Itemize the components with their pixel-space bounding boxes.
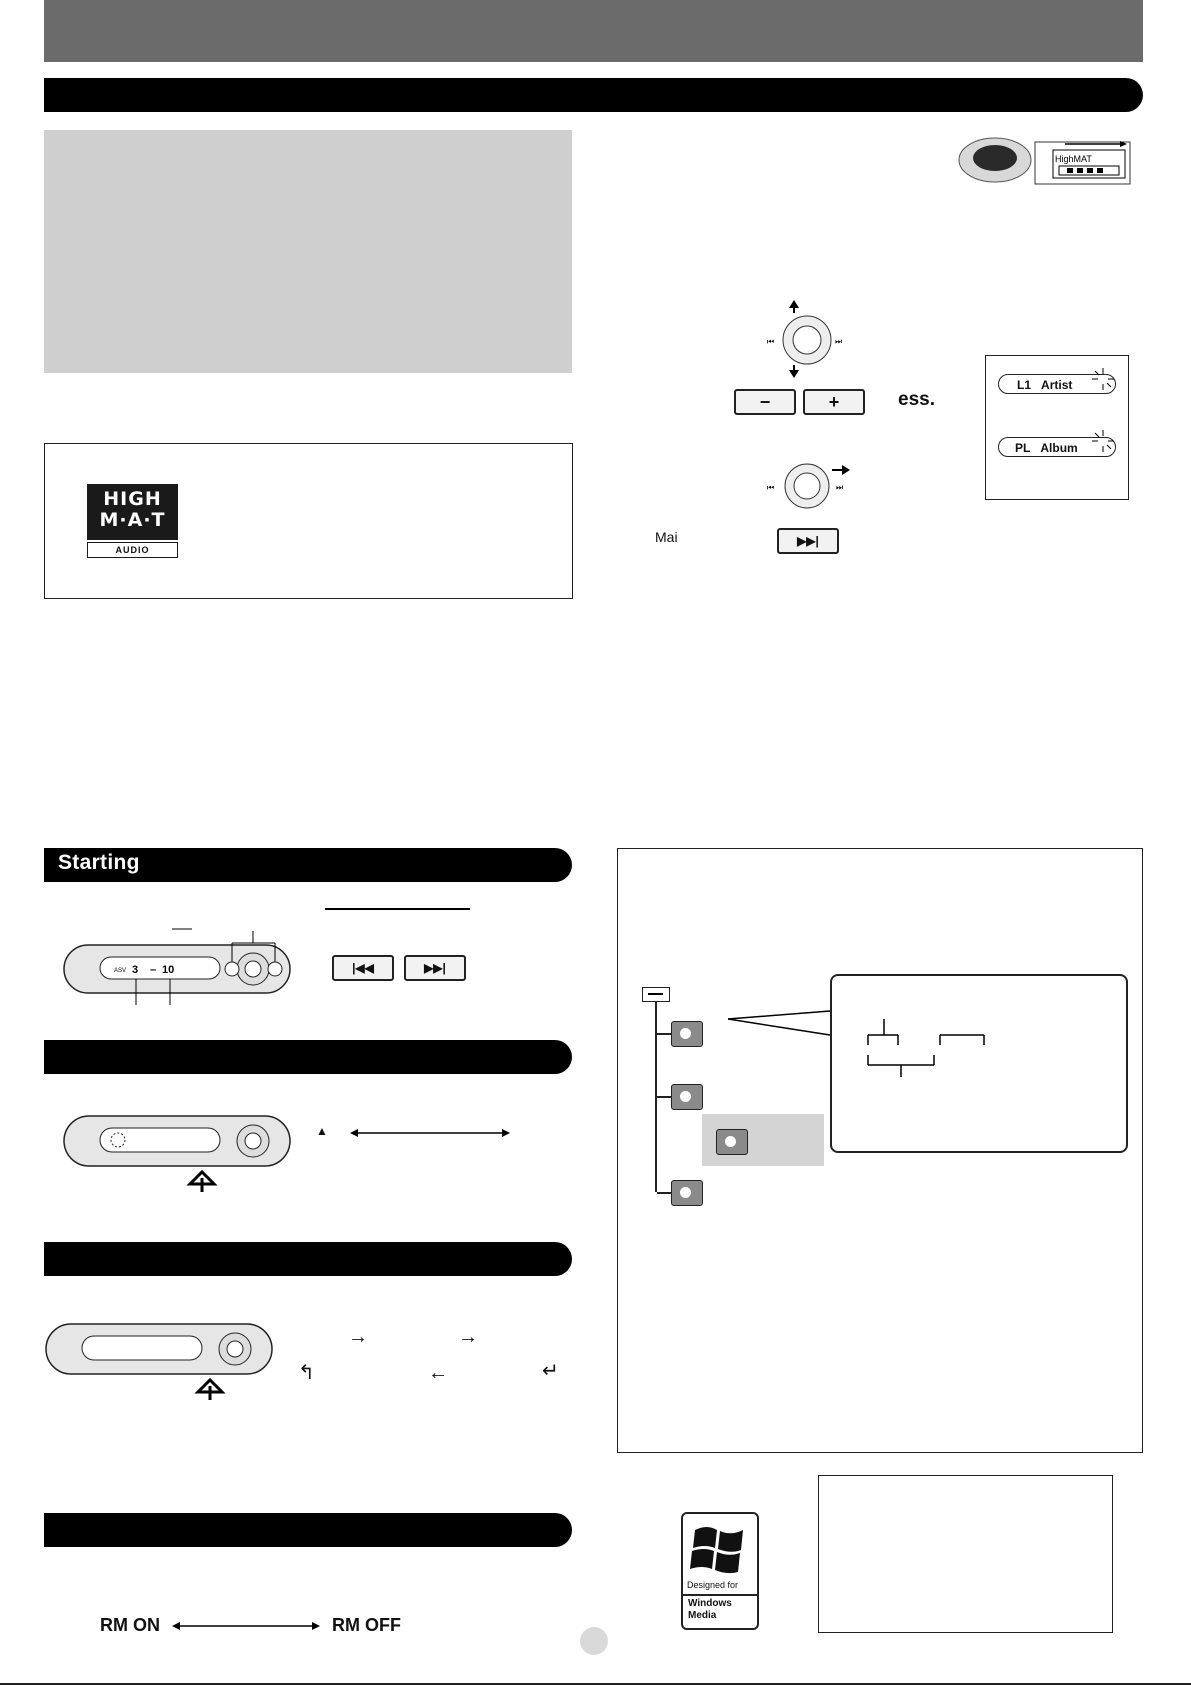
skip-back-button[interactable]: |◀◀ — [332, 955, 394, 981]
windows-label: Windows — [688, 1598, 732, 1609]
display-dash: – — [150, 964, 157, 976]
callout-pointer — [728, 1009, 834, 1049]
joystick-updown-icon — [762, 300, 852, 378]
player-illustration-mode — [44, 1318, 274, 1408]
section-bar — [44, 1040, 572, 1074]
highmat-box — [44, 443, 573, 599]
remote-off-label: RM OFF — [332, 1615, 401, 1635]
folder-icon — [671, 1084, 703, 1110]
press-fragment: ess. — [898, 389, 935, 410]
underline-rule — [325, 908, 470, 910]
skip-forward-button[interactable]: ▶▶| — [777, 528, 839, 554]
player-illustration-display — [62, 925, 292, 1005]
main-fragment: Mai — [655, 529, 678, 545]
info-panel — [44, 130, 572, 373]
display-line2-code: PL — [1015, 441, 1031, 455]
section-starting-title: Starting — [58, 851, 140, 874]
svg-text:⏮: ⏮ — [767, 337, 775, 346]
plus-button[interactable]: + — [803, 389, 865, 415]
display-example-box — [985, 355, 1129, 500]
blink-icon — [1090, 366, 1116, 392]
double-arrow-icon — [350, 1126, 510, 1140]
windows-media-logo — [681, 1512, 759, 1630]
svg-text:⏮: ⏮ — [767, 483, 775, 492]
display-indicator: ASV — [114, 968, 127, 974]
page-header-band — [44, 0, 1143, 62]
arrow-corner-icon: ↵ — [542, 1360, 559, 1382]
section-bar — [44, 1513, 572, 1547]
tree-line — [657, 1096, 671, 1098]
highmat-logo-line2: M·A·T — [99, 509, 166, 531]
section-starting — [44, 848, 572, 882]
section-bar — [44, 1242, 572, 1276]
eject-icon: ▲ — [316, 1124, 328, 1138]
highmat-logo-line1: HIGH — [103, 488, 162, 510]
display-line2-text: Album — [1040, 441, 1078, 455]
player-illustration-open — [62, 1108, 292, 1198]
highmat-window-label: HighMAT — [1055, 154, 1092, 164]
display-line1-text: Artist — [1041, 378, 1073, 392]
remote-on-label: RM ON — [100, 1615, 160, 1635]
title-bar — [44, 78, 1143, 112]
blink-icon — [1090, 428, 1116, 454]
media-label: Media — [688, 1610, 717, 1621]
page-number-badge — [580, 1627, 608, 1655]
windows-flag-icon — [689, 1520, 749, 1576]
disc-illustration — [955, 132, 1135, 188]
svg-text:⏭: ⏭ — [835, 337, 843, 346]
highmat-logo-audio: AUDIO — [87, 542, 178, 558]
folder-icon — [716, 1129, 748, 1155]
root-icon — [642, 987, 670, 1002]
arrow-return-icon: ↰ — [298, 1362, 315, 1384]
display-time: 10 — [162, 964, 175, 976]
folder-structure-box — [617, 848, 1143, 1453]
callout-diagram — [848, 1019, 988, 1079]
folder-icon — [671, 1021, 703, 1047]
arrow-right-icon: → — [348, 1326, 368, 1348]
arrow-right-icon: → — [458, 1326, 478, 1348]
minus-button[interactable]: − — [734, 389, 796, 415]
highmat-logo — [87, 484, 178, 540]
note-box — [818, 1475, 1113, 1633]
tree-line — [657, 1033, 671, 1035]
arrow-left-icon: ← — [428, 1362, 448, 1384]
display-line1-code: L1 — [1017, 378, 1032, 392]
designed-for-label: Designed for — [687, 1580, 739, 1590]
joystick-right-icon — [762, 456, 852, 516]
svg-text:⏭: ⏭ — [836, 483, 844, 492]
tree-line — [657, 1192, 671, 1194]
skip-forward-button[interactable]: ▶▶| — [404, 955, 466, 981]
display-track: 3 — [132, 964, 139, 976]
folder-icon — [671, 1180, 703, 1206]
double-arrow-icon — [172, 1619, 320, 1633]
